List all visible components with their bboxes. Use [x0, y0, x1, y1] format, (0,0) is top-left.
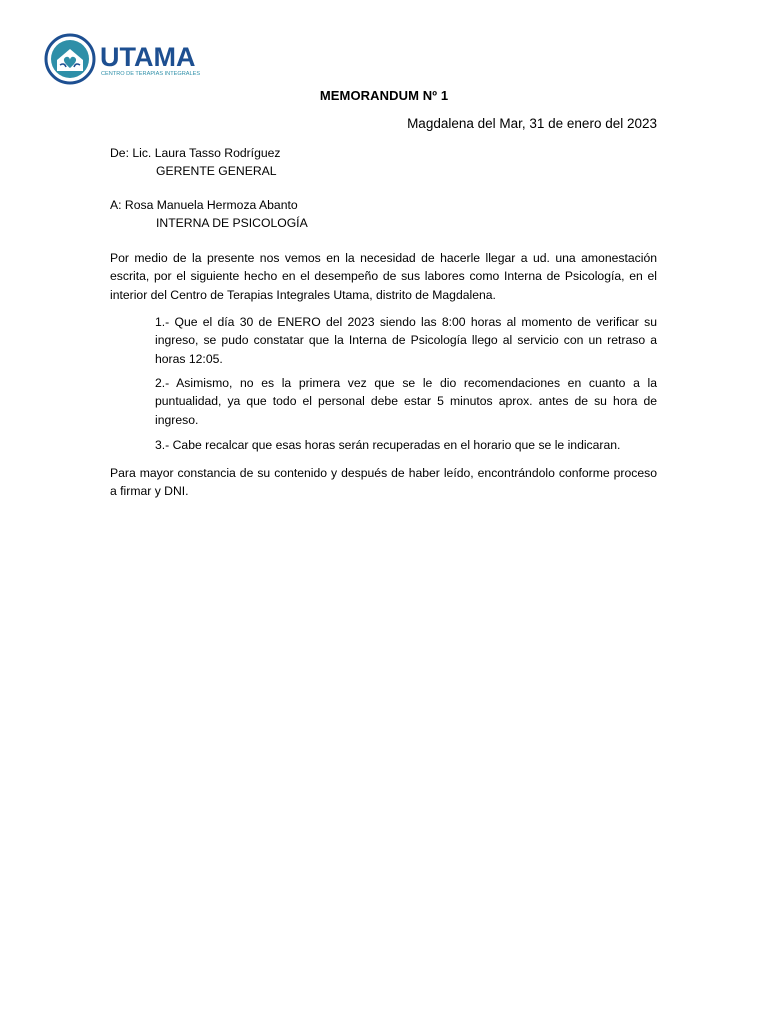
memo-date: Magdalena del Mar, 31 de enero del 2023 — [407, 116, 657, 131]
list-item-1: 1.- Que el día 30 de ENERO del 2023 siendo las 8:00 horas al momento de verificar su ingreso, se pudo constatar que la Interna de Psicología llego al servicio con un retraso a horas 12:05. — [155, 315, 657, 366]
recipient-role: INTERNA DE PSICOLOGÍA — [156, 216, 308, 230]
memo-title: MEMORANDUM Nº 1 — [319, 88, 449, 103]
logo-name: UTAMA — [100, 42, 196, 72]
list-item-2: 2.- Asimismo, no es la primera vez que se le dio recomendaciones en cuanto a la puntualidad, ya que todo el personal debe estar 5 minutos aprox. antes de su hora de ingreso. — [155, 376, 657, 427]
sender-role: GERENTE GENERAL — [156, 164, 277, 178]
list-item-3: 3.- Cabe recalcar que esas horas serán recuperadas en el horario que se le indicaran. — [155, 438, 621, 452]
logo-tagline: CENTRO DE TERAPIAS INTEGRALES — [101, 71, 201, 77]
closing-paragraph: Para mayor constancia de su contenido y después de haber leído, encontrándolo conforme proceso a firmar y DNI. — [110, 466, 657, 499]
sender-name: De: Lic. Laura Tasso Rodríguez — [110, 146, 281, 160]
company-logo — [44, 33, 224, 85]
intro-paragraph: Por medio de la presente nos vemos en la necesidad de hacerle llegar a ud. una amonestación escrita, por el siguiente hecho en el desempeño de sus labores como Interna de Psicología, en el interior del Centro de Terapias Integrales Utama, distrito de Magdalena. — [110, 251, 657, 302]
recipient-name: A: Rosa Manuela Hermoza Abanto — [110, 198, 298, 212]
recipient-block — [110, 196, 658, 232]
sender-block — [110, 144, 658, 180]
